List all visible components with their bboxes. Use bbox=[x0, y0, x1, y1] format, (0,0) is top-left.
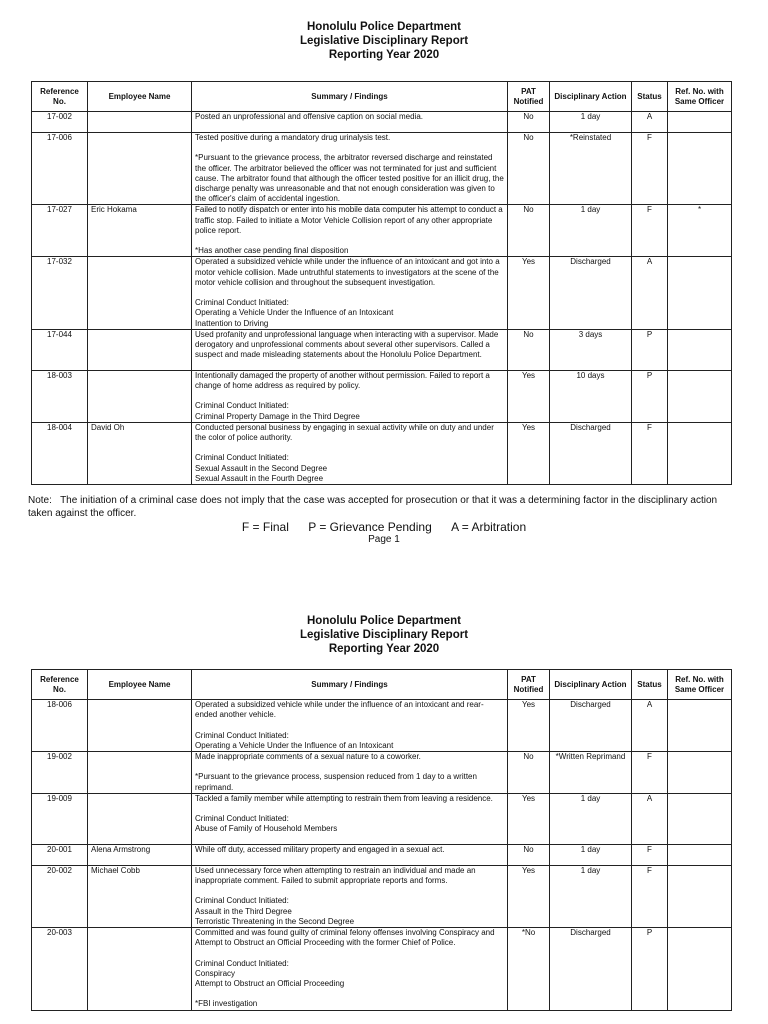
report-page-1 bbox=[0, 20, 768, 545]
cell-pat-notified: Yes bbox=[508, 700, 550, 752]
cell-reference-no: 17-002 bbox=[32, 112, 88, 133]
cell-pat-notified: No bbox=[508, 112, 550, 133]
table-row bbox=[32, 700, 732, 752]
report-title-line-1: Honolulu Police Department bbox=[307, 615, 461, 627]
cell-status: A bbox=[632, 257, 668, 329]
cell-employee-name bbox=[88, 370, 192, 422]
cell-summary: Tested positive during a mandatory drug urinalysis test. *Pursuant to the grievance process, the arbitrator reversed discharge and reinstated the officer. The arbitrator believed the officer was not terminated for just and sufficient cause. The arbitrator found that although the officer tested positive for an illicit drug, the discharge penalty was unreasonable and that not enough consideration was given to the officer's claim of accidental ingestion. bbox=[192, 133, 508, 205]
cell-employee-name: David Oh bbox=[88, 422, 192, 484]
cell-disciplinary-action: 1 day bbox=[550, 793, 632, 844]
cell-employee-name bbox=[88, 752, 192, 794]
legend-final: F = Final bbox=[241, 520, 289, 534]
header-employee-name: Employee Name bbox=[88, 82, 192, 112]
cell-summary: While off duty, accessed military property and engaged in a sexual act. bbox=[192, 844, 508, 865]
table-row bbox=[32, 205, 732, 257]
table-header-row bbox=[32, 82, 732, 112]
cell-reference-no: 20-002 bbox=[32, 865, 88, 927]
cell-status: F bbox=[632, 865, 668, 927]
cell-employee-name bbox=[88, 928, 192, 1011]
note-text: The initiation of a criminal case does not imply that the case was accepted for prosecution or that it was a determining factor in the disciplinary action taken against the officer. bbox=[28, 495, 718, 519]
cell-disciplinary-action: 3 days bbox=[550, 329, 632, 370]
cell-ref-same-officer bbox=[668, 112, 732, 133]
header-reference-no: Reference No. bbox=[32, 670, 88, 700]
cell-ref-same-officer bbox=[668, 928, 732, 1011]
cell-pat-notified: Yes bbox=[508, 370, 550, 422]
cell-status: P bbox=[632, 329, 668, 370]
table-row bbox=[32, 329, 732, 370]
cell-pat-notified: No bbox=[508, 205, 550, 257]
cell-status: A bbox=[632, 700, 668, 752]
cell-status: F bbox=[632, 844, 668, 865]
table-row bbox=[32, 370, 732, 422]
cell-disciplinary-action: 1 day bbox=[550, 205, 632, 257]
header-employee-name: Employee Name bbox=[88, 670, 192, 700]
cell-employee-name: Michael Cobb bbox=[88, 865, 192, 927]
header-ref-same-officer: Ref. No. with Same Officer bbox=[668, 670, 732, 700]
cell-reference-no: 17-044 bbox=[32, 329, 88, 370]
table-row bbox=[32, 752, 732, 794]
cell-disciplinary-action: Discharged bbox=[550, 928, 632, 1011]
page-number: Page 1 bbox=[368, 534, 400, 545]
cell-ref-same-officer bbox=[668, 752, 732, 794]
report-title-line-3: Reporting Year 2020 bbox=[328, 49, 440, 61]
disciplinary-table-page-1 bbox=[31, 81, 732, 485]
cell-status: P bbox=[632, 370, 668, 422]
cell-employee-name: Eric Hokama bbox=[88, 205, 192, 257]
cell-employee-name bbox=[88, 133, 192, 205]
status-legend bbox=[0, 520, 768, 534]
cell-summary: Operated a subsidized vehicle while under the influence of an intoxicant and got into a motor vehicle collision. Made untruthful statements to investigators at the scene of the motor vehicle collision and throughout the subsequent investigation. Criminal Conduct Initiated: Operating a Vehicle Under the Influence of an Intoxicant Inattention to Driving bbox=[192, 257, 508, 329]
disciplinary-table-page-2 bbox=[31, 669, 732, 1011]
legend-arbitration: A = Arbitration bbox=[451, 520, 527, 534]
cell-employee-name bbox=[88, 257, 192, 329]
cell-disciplinary-action: *Written Reprimand bbox=[550, 752, 632, 794]
header-status: Status bbox=[632, 670, 668, 700]
cell-disciplinary-action: 1 day bbox=[550, 112, 632, 133]
cell-reference-no: 20-003 bbox=[32, 928, 88, 1011]
table-row bbox=[32, 865, 732, 927]
cell-summary: Committed and was found guilty of criminal felony offenses involving Conspiracy and Attempt to Obstruct an Official Proceeding with the former Chief of Police. Criminal Conduct Initiated: Conspiracy Attempt to Obstruct an Official Proceeding *FBI investigation bbox=[192, 928, 508, 1011]
report-page-2 bbox=[0, 614, 768, 1009]
cell-pat-notified: No bbox=[508, 752, 550, 794]
cell-pat-notified: *No bbox=[508, 928, 550, 1011]
cell-disciplinary-action: 1 day bbox=[550, 865, 632, 927]
table-header-row bbox=[32, 670, 732, 700]
cell-status: F bbox=[632, 205, 668, 257]
cell-status: F bbox=[632, 422, 668, 484]
cell-ref-same-officer bbox=[668, 133, 732, 205]
cell-summary: Conducted personal business by engaging in sexual activity while on duty and under the color of police authority. Criminal Conduct Initiated: Sexual Assault in the Second Degree Sexual Assault in the Fourth Degree bbox=[192, 422, 508, 484]
report-title-line-1: Honolulu Police Department bbox=[307, 21, 461, 33]
cell-summary: Made inappropriate comments of a sexual nature to a coworker. *Pursuant to the grievance process, suspension reduced from 1 day to a written reprimand. bbox=[192, 752, 508, 794]
table-row bbox=[32, 928, 732, 1011]
cell-pat-notified: Yes bbox=[508, 865, 550, 927]
note-label: Note: bbox=[28, 495, 52, 506]
header-ref-same-officer: Ref. No. with Same Officer bbox=[668, 82, 732, 112]
table-row bbox=[32, 133, 732, 205]
cell-pat-notified: Yes bbox=[508, 422, 550, 484]
cell-reference-no: 17-006 bbox=[32, 133, 88, 205]
table-row bbox=[32, 112, 732, 133]
cell-summary: Operated a subsidized vehicle while under the influence of an intoxicant and rear-ended another vehicle. Criminal Conduct Initiated: Operating a Vehicle Under the Influence of an Intoxicant bbox=[192, 700, 508, 752]
cell-status: A bbox=[632, 112, 668, 133]
table-row bbox=[32, 257, 732, 329]
cell-ref-same-officer bbox=[668, 793, 732, 844]
cell-pat-notified: No bbox=[508, 329, 550, 370]
cell-pat-notified: Yes bbox=[508, 257, 550, 329]
cell-ref-same-officer bbox=[668, 700, 732, 752]
cell-employee-name bbox=[88, 329, 192, 370]
header-disciplinary-action: Disciplinary Action bbox=[550, 670, 632, 700]
cell-reference-no: 17-027 bbox=[32, 205, 88, 257]
cell-ref-same-officer bbox=[668, 865, 732, 927]
cell-reference-no: 18-006 bbox=[32, 700, 88, 752]
report-title-line-2: Legislative Disciplinary Report bbox=[299, 35, 469, 47]
cell-ref-same-officer: * bbox=[668, 205, 732, 257]
cell-ref-same-officer bbox=[668, 370, 732, 422]
cell-pat-notified: Yes bbox=[508, 793, 550, 844]
cell-employee-name bbox=[88, 793, 192, 844]
cell-summary: Used unnecessary force when attempting to restrain an individual and made an inappropriate comment. Failed to submit appropriate reports and forms. Criminal Conduct Initiated: Assault in the Third Degree Terroristic Threatening in the Second Degree bbox=[192, 865, 508, 927]
legend-grievance-pending: P = Grievance Pending bbox=[308, 520, 432, 534]
cell-status: F bbox=[632, 133, 668, 205]
cell-employee-name: Alena Armstrong bbox=[88, 844, 192, 865]
cell-status: F bbox=[632, 752, 668, 794]
cell-summary: Used profanity and unprofessional language when interacting with a supervisor. Made derogatory and unprofessional comments about several other supervisors. Called a suspect and made misleading statements about the Honolulu Police Department. bbox=[192, 329, 508, 370]
cell-disciplinary-action: Discharged bbox=[550, 700, 632, 752]
header-pat-notified: PAT Notified bbox=[508, 670, 550, 700]
cell-ref-same-officer bbox=[668, 422, 732, 484]
table-row bbox=[32, 844, 732, 865]
report-title-line-2: Legislative Disciplinary Report bbox=[299, 629, 469, 641]
report-note bbox=[28, 495, 743, 520]
header-reference-no: Reference No. bbox=[32, 82, 88, 112]
cell-summary: Failed to notify dispatch or enter into his mobile data computer his attempt to conduct a traffic stop. Failed to initiate a Motor Vehicle Collision report of any other appropriate police report. *Has another case pending final disposition bbox=[192, 205, 508, 257]
cell-disciplinary-action: *Reinstated bbox=[550, 133, 632, 205]
cell-reference-no: 19-009 bbox=[32, 793, 88, 844]
cell-ref-same-officer bbox=[668, 257, 732, 329]
cell-pat-notified: No bbox=[508, 844, 550, 865]
cell-employee-name bbox=[88, 112, 192, 133]
cell-summary: Intentionally damaged the property of another without permission. Failed to report a change of home address as required by policy. Criminal Conduct Initiated: Criminal Property Damage in the Third Degree bbox=[192, 370, 508, 422]
cell-status: A bbox=[632, 793, 668, 844]
header-summary-findings: Summary / Findings bbox=[192, 670, 508, 700]
cell-summary: Tackled a family member while attempting to restrain them from leaving a residence. Criminal Conduct Initiated: Abuse of Family of Household Members bbox=[192, 793, 508, 844]
cell-disciplinary-action: Discharged bbox=[550, 422, 632, 484]
header-status: Status bbox=[632, 82, 668, 112]
report-title-line-3: Reporting Year 2020 bbox=[328, 643, 440, 655]
cell-reference-no: 18-004 bbox=[32, 422, 88, 484]
table-row bbox=[32, 422, 732, 484]
cell-summary: Posted an unprofessional and offensive caption on social media. bbox=[192, 112, 508, 133]
table-row bbox=[32, 793, 732, 844]
cell-disciplinary-action: 10 days bbox=[550, 370, 632, 422]
cell-ref-same-officer bbox=[668, 329, 732, 370]
cell-reference-no: 20-001 bbox=[32, 844, 88, 865]
cell-pat-notified: No bbox=[508, 133, 550, 205]
cell-disciplinary-action: 1 day bbox=[550, 844, 632, 865]
cell-reference-no: 17-032 bbox=[32, 257, 88, 329]
header-summary-findings: Summary / Findings bbox=[192, 82, 508, 112]
cell-status: P bbox=[632, 928, 668, 1011]
header-pat-notified: PAT Notified bbox=[508, 82, 550, 112]
cell-ref-same-officer bbox=[668, 844, 732, 865]
header-disciplinary-action: Disciplinary Action bbox=[550, 82, 632, 112]
cell-employee-name bbox=[88, 700, 192, 752]
cell-reference-no: 19-002 bbox=[32, 752, 88, 794]
cell-disciplinary-action: Discharged bbox=[550, 257, 632, 329]
cell-reference-no: 18-003 bbox=[32, 370, 88, 422]
